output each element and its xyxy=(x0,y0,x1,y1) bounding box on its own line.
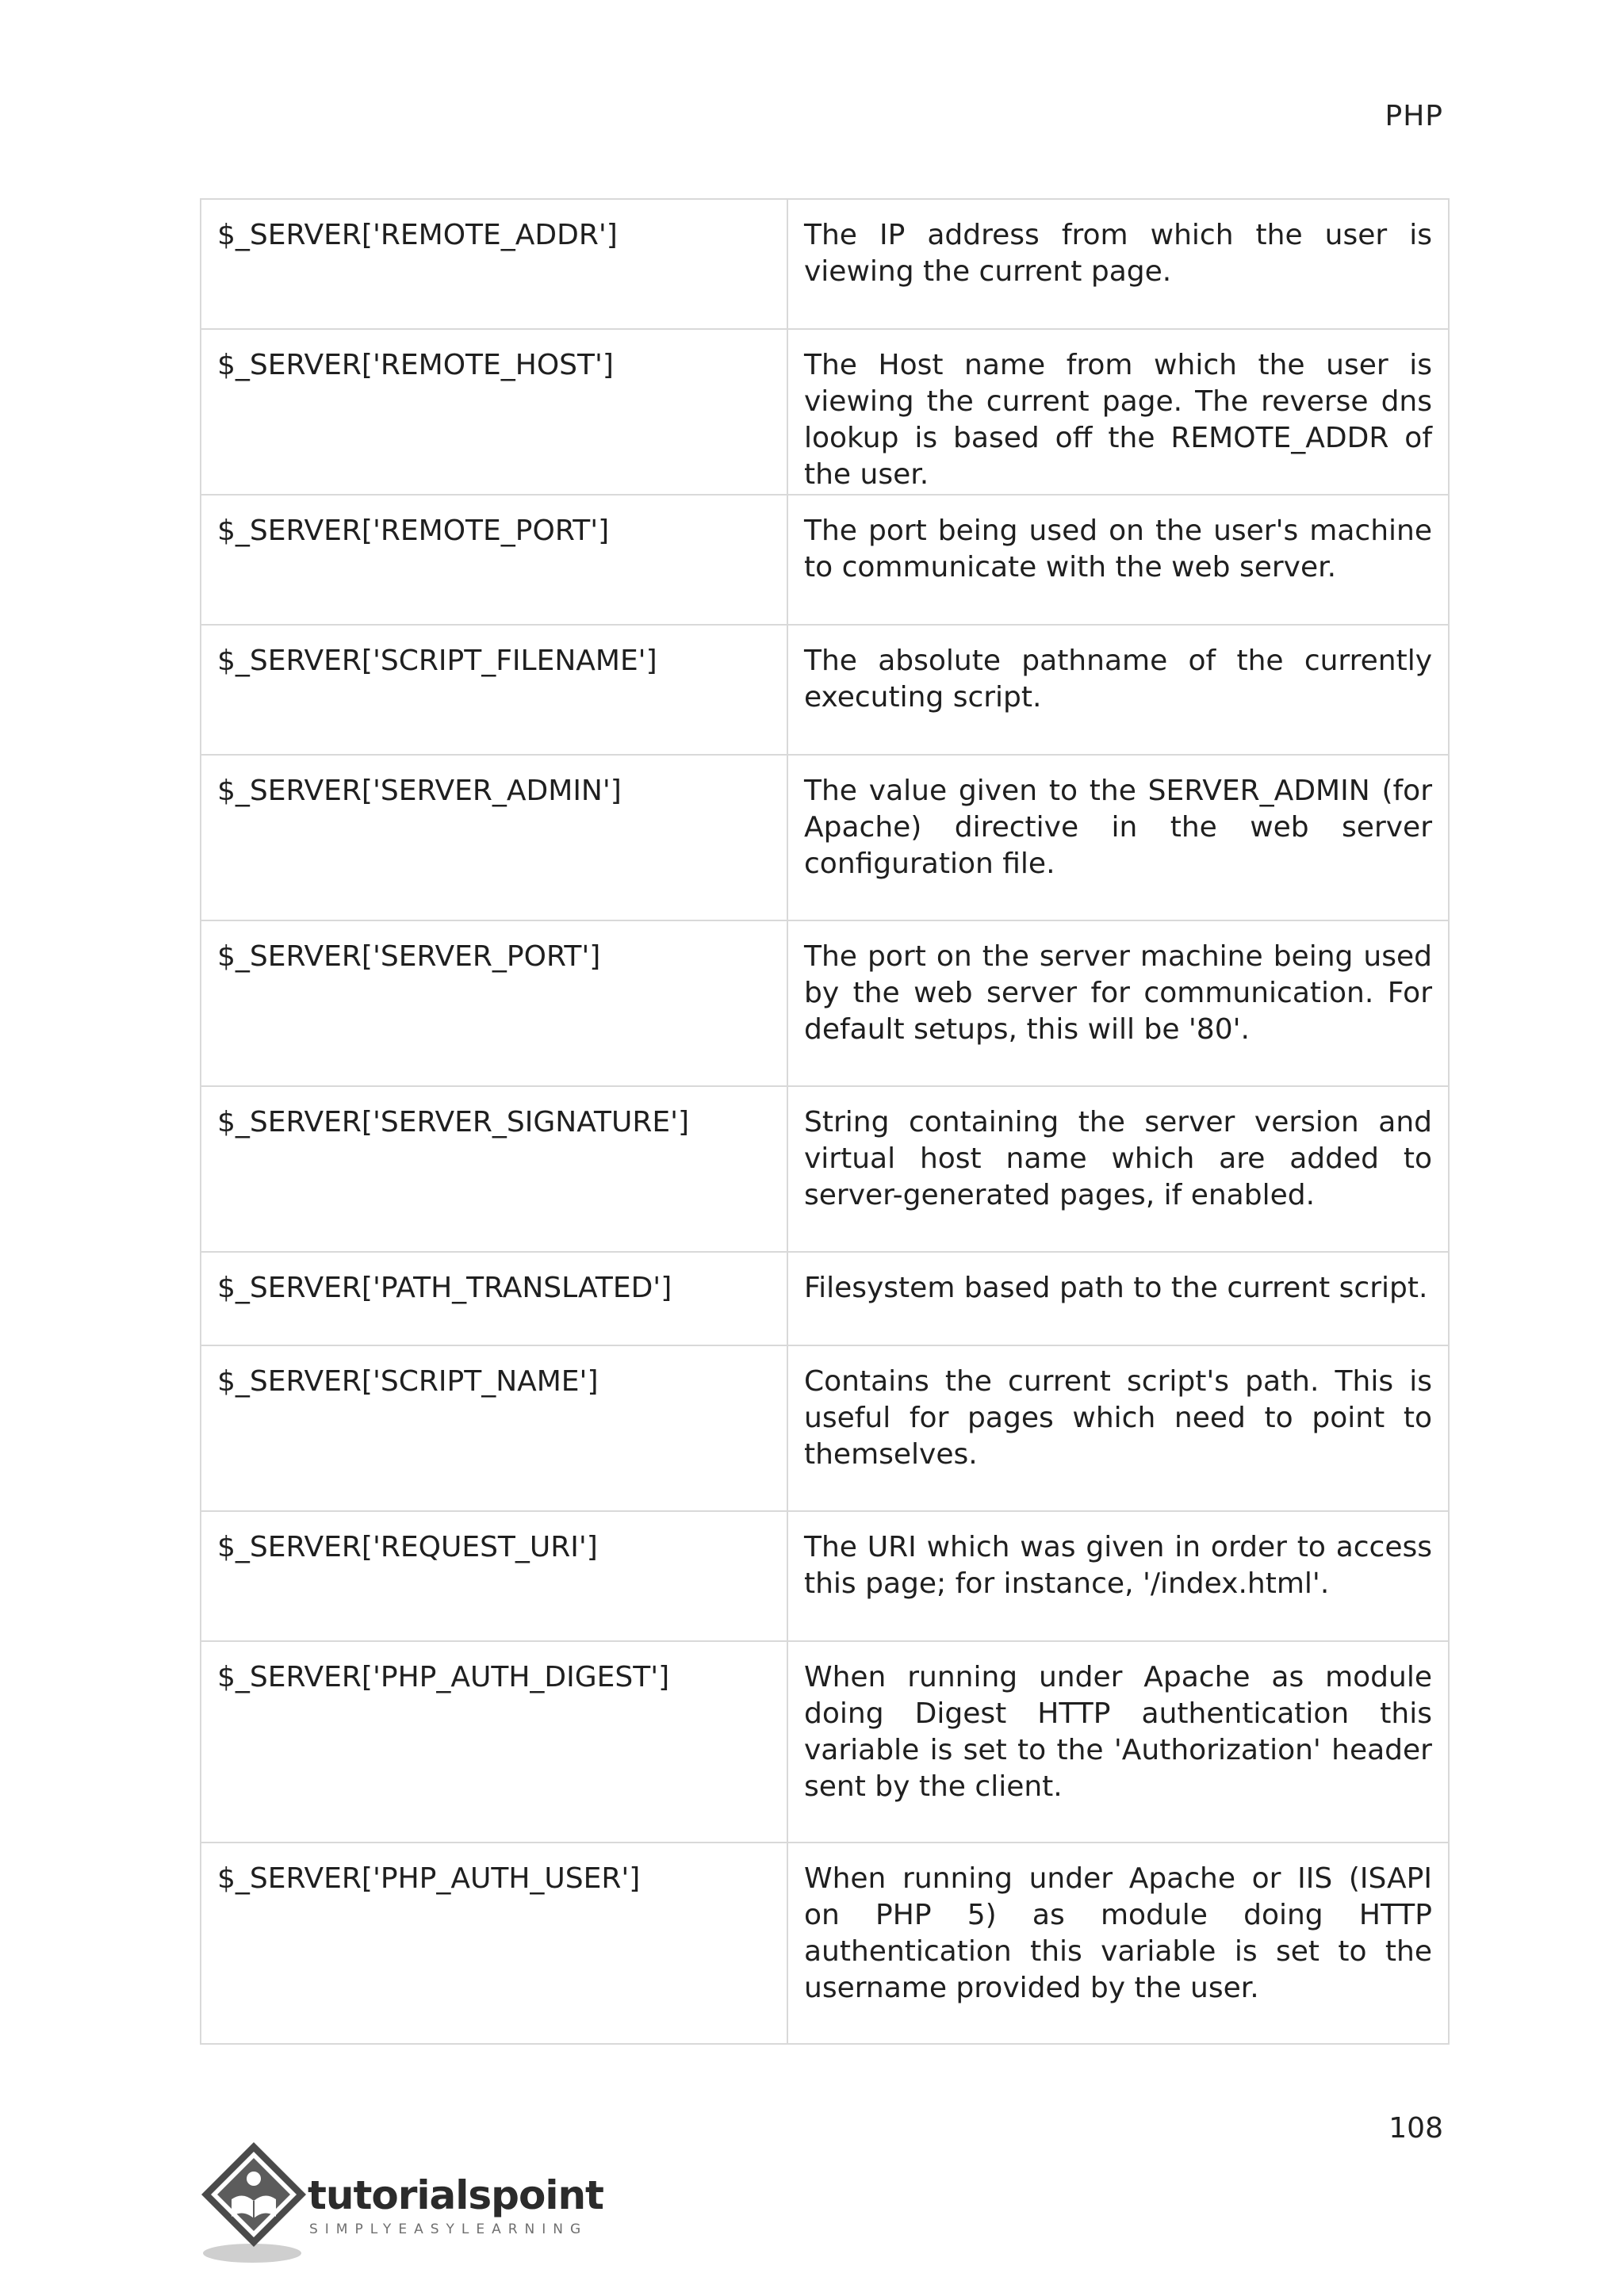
tutorialspoint-logo xyxy=(197,2137,601,2264)
variable-cell: $_SERVER['PHP_AUTH_USER'] xyxy=(201,1843,787,2044)
description-cell: The port being used on the user's machine to communicate with the web server. xyxy=(787,495,1449,625)
variable-cell: $_SERVER['SERVER_SIGNATURE'] xyxy=(201,1086,787,1252)
table-row xyxy=(201,1641,1449,1843)
table-row xyxy=(201,920,1449,1086)
running-header: PHP xyxy=(1385,100,1443,132)
table-row xyxy=(201,1843,1449,2044)
server-variables-table xyxy=(200,198,1450,2045)
variable-cell: $_SERVER['REMOTE_ADDR'] xyxy=(201,199,787,329)
description-cell: Contains the current script's path. This is useful for pages which need to point to themselves. xyxy=(787,1345,1449,1511)
description-cell: Filesystem based path to the current script. xyxy=(787,1252,1449,1345)
description-cell: The value given to the SERVER_ADMIN (for Apache) directive in the web server configuration file. xyxy=(787,755,1449,920)
description-cell: The URI which was given in order to access this page; for instance, '/index.html'. xyxy=(787,1511,1449,1641)
description-cell: When running under Apache as module doing Digest HTTP authentication this variable is set to the 'Authorization' header sent by the client. xyxy=(787,1641,1449,1843)
table-row xyxy=(201,1511,1449,1641)
book-reader-icon xyxy=(197,2137,308,2264)
table-row xyxy=(201,1252,1449,1345)
table-row xyxy=(201,755,1449,920)
page-number: 108 xyxy=(1388,2112,1443,2145)
variable-cell: $_SERVER['REMOTE_HOST'] xyxy=(201,329,787,495)
description-cell: The port on the server machine being used by the web server for communication. For default setups, this will be '80'. xyxy=(787,920,1449,1086)
variable-cell: $_SERVER['PATH_TRANSLATED'] xyxy=(201,1252,787,1345)
variable-cell: $_SERVER['SCRIPT_NAME'] xyxy=(201,1345,787,1511)
variable-cell: $_SERVER['REQUEST_URI'] xyxy=(201,1511,787,1641)
variable-cell: $_SERVER['REMOTE_PORT'] xyxy=(201,495,787,625)
variable-cell: $_SERVER['SERVER_ADMIN'] xyxy=(201,755,787,920)
variable-cell: $_SERVER['SERVER_PORT'] xyxy=(201,920,787,1086)
description-cell: The absolute pathname of the currently executing script. xyxy=(787,625,1449,755)
description-cell: When running under Apache or IIS (ISAPI on PHP 5) as module doing HTTP authentication this variable is set to the username provided by the user. xyxy=(787,1843,1449,2044)
table-row xyxy=(201,1345,1449,1511)
description-cell: The IP address from which the user is viewing the current page. xyxy=(787,199,1449,329)
table-row xyxy=(201,495,1449,625)
variable-cell: $_SERVER['PHP_AUTH_DIGEST'] xyxy=(201,1641,787,1843)
table-row xyxy=(201,625,1449,755)
description-cell: String containing the server version and virtual host name which are added to server-generated pages, if enabled. xyxy=(787,1086,1449,1252)
table-row xyxy=(201,199,1449,329)
table-row xyxy=(201,329,1449,495)
variable-cell: $_SERVER['SCRIPT_FILENAME'] xyxy=(201,625,787,755)
logo-wordmark: tutorialspoint xyxy=(308,2172,603,2218)
logo-tagline: SIMPLYEASYLEARNING xyxy=(309,2221,588,2237)
description-cell: The Host name from which the user is viewing the current page. The reverse dns lookup is based off the REMOTE_ADDR of the user. xyxy=(787,329,1449,495)
table-row xyxy=(201,1086,1449,1252)
